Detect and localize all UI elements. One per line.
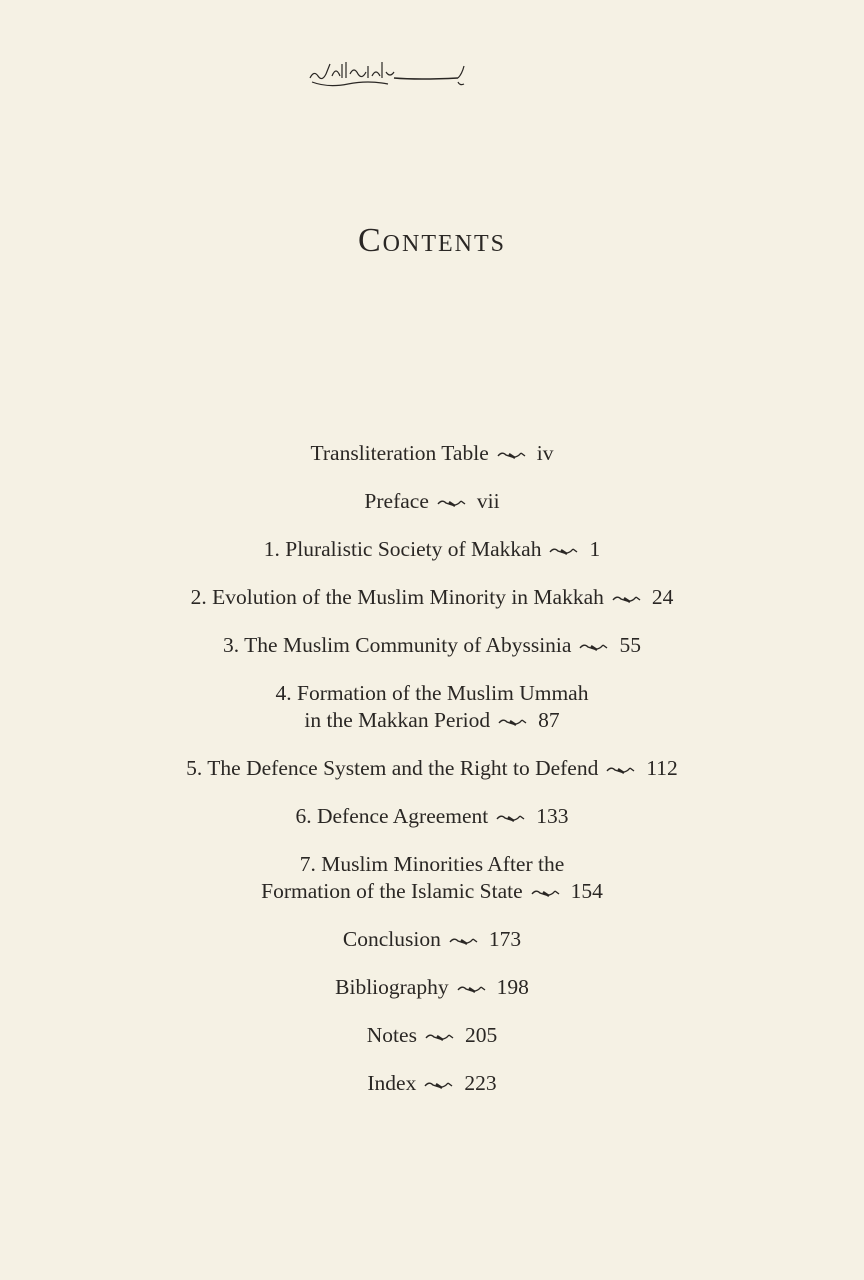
swash-ornament-icon [449,936,479,946]
toc-entry [0,851,864,905]
swash-ornament-icon [612,594,642,604]
swash-ornament-icon [424,1080,454,1090]
toc-entry-title: 1. Pluralistic Society of Makkah [263,537,542,561]
swash-ornament-icon [496,813,526,823]
toc-entry [0,974,864,1001]
toc-entry-title: Conclusion [342,927,441,951]
page-title: Contents [357,222,506,259]
swash-ornament-icon [425,1032,455,1042]
toc-entry-title-line1: 7. Muslim Minorities After the [299,852,565,876]
toc-entry-page: 133 [536,804,569,828]
toc-entry-page: 112 [646,756,678,780]
toc-entry [0,680,864,734]
toc-entry-title: 3. The Muslim Community of Abyssinia [223,633,572,657]
toc-entry-title: 2. Evolution of the Muslim Minority in Makkah [190,585,604,609]
toc-entry [0,1070,864,1097]
toc-entry-page: 154 [570,879,603,903]
toc-entry-title: Transliteration Table [310,441,489,465]
toc-entry-title: 5. The Defence System and the Right to Defend [186,756,599,780]
toc-entry [0,755,864,782]
toc-entry-title-line1: 4. Formation of the Muslim Ummah [275,681,589,705]
toc-entry [0,440,864,467]
toc-entry-title-line2: in the Makkan Period [304,708,491,732]
toc-entry [0,536,864,563]
toc-entry-title-line2: Formation of the Islamic State [261,879,523,903]
toc-entry-page: 24 [651,585,674,609]
toc-entry-title: Notes [366,1023,417,1047]
toc-entry [0,926,864,953]
table-of-contents [0,440,864,1118]
toc-entry-title: 6. Defence Agreement [295,804,489,828]
swash-ornament-icon [497,450,527,460]
toc-entry-page: 173 [488,927,522,951]
toc-entry-page: 205 [464,1023,498,1047]
toc-entry [0,584,864,611]
toc-entry [0,1022,864,1049]
toc-entry-title: Preface [364,489,429,513]
toc-entry-page: 223 [464,1071,497,1095]
swash-ornament-icon [549,546,579,556]
bismillah-calligraphy-icon [308,52,468,92]
toc-entry-page: 55 [619,633,641,657]
swash-ornament-icon [457,984,487,994]
toc-entry [0,632,864,659]
swash-ornament-icon [606,765,636,775]
swash-ornament-icon [437,498,467,508]
toc-entry-page: vii [476,489,500,513]
toc-entry-title: Index [367,1071,417,1095]
toc-entry-title: Bibliography [335,975,449,999]
toc-entry-page: iv [536,441,554,465]
toc-entry-page: 1 [589,537,601,561]
toc-entry-page: 198 [496,975,529,999]
swash-ornament-icon [579,642,609,652]
swash-ornament-icon [498,717,528,727]
toc-entry [0,488,864,515]
swash-ornament-icon [531,888,561,898]
toc-entry-page: 87 [538,708,560,732]
toc-entry [0,803,864,830]
